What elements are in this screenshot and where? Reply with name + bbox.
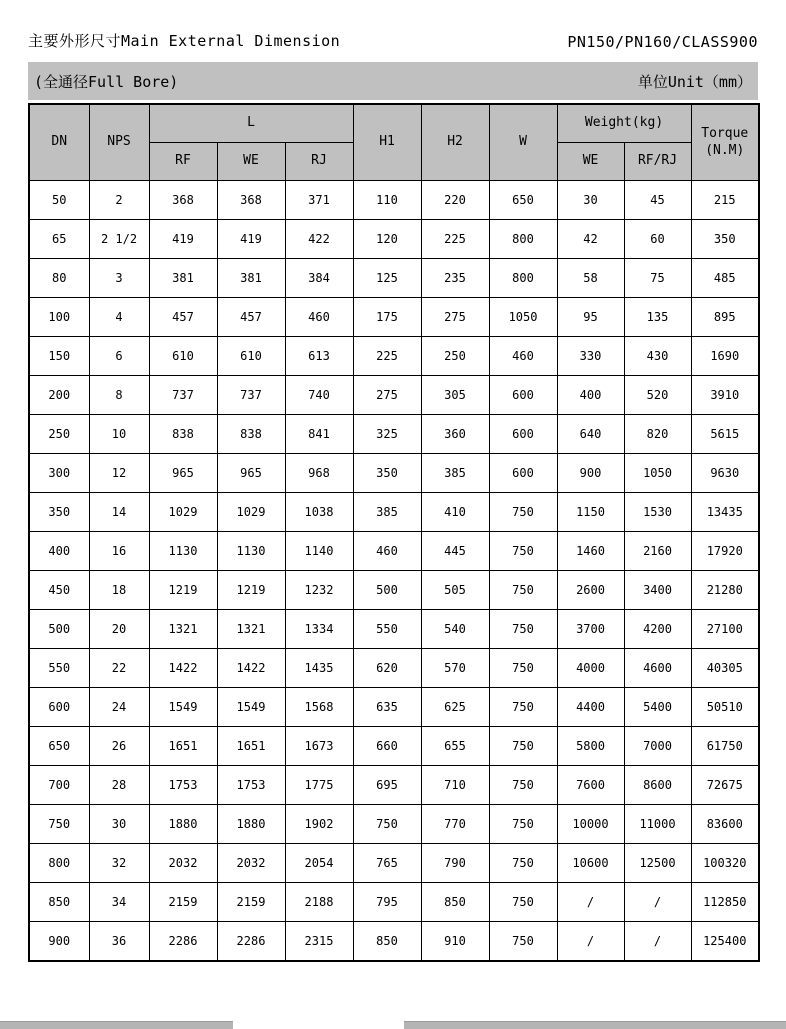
col-header-torque (691, 104, 759, 181)
table-cell: 200 (29, 376, 89, 415)
table-cell: / (624, 922, 691, 962)
table-cell: 600 (489, 415, 557, 454)
table-row (29, 805, 759, 844)
table-cell: 83600 (691, 805, 759, 844)
table-cell: 710 (421, 766, 489, 805)
table-cell: 2286 (149, 922, 217, 962)
table-cell: 5400 (624, 688, 691, 727)
subtitle-band (28, 62, 758, 100)
table-cell: 1150 (557, 493, 624, 532)
table-cell: 350 (691, 220, 759, 259)
table-cell: 150 (29, 337, 89, 376)
col-header-l-rf: RF (149, 143, 217, 181)
table-row (29, 688, 759, 727)
col-header-h2: H2 (421, 104, 489, 181)
table-cell: 30 (557, 181, 624, 220)
table-cell: 419 (149, 220, 217, 259)
table-cell: 2159 (149, 883, 217, 922)
table-cell: 600 (489, 454, 557, 493)
table-cell: 36 (89, 922, 149, 962)
table-cell: 695 (353, 766, 421, 805)
table-cell: 550 (29, 649, 89, 688)
col-header-nps: NPS (89, 104, 149, 181)
table-row (29, 298, 759, 337)
table-cell: 175 (353, 298, 421, 337)
table-cell: 1880 (149, 805, 217, 844)
table-cell: 325 (353, 415, 421, 454)
table-cell: 1219 (217, 571, 285, 610)
table-cell: 2032 (149, 844, 217, 883)
table-row (29, 649, 759, 688)
table-cell: 58 (557, 259, 624, 298)
table-cell: 1321 (217, 610, 285, 649)
unit-label: 单位Unit（mm） (637, 72, 752, 91)
table-cell: 410 (421, 493, 489, 532)
table-cell: 1549 (149, 688, 217, 727)
table-cell: 1321 (149, 610, 217, 649)
table-cell: 660 (353, 727, 421, 766)
table-cell: 820 (624, 415, 691, 454)
table-cell: 30 (89, 805, 149, 844)
table-cell: 750 (489, 883, 557, 922)
table-cell: 650 (29, 727, 89, 766)
table-cell: 10000 (557, 805, 624, 844)
table-cell: 750 (29, 805, 89, 844)
table-cell: 740 (285, 376, 353, 415)
table-cell: 235 (421, 259, 489, 298)
table-cell: 14 (89, 493, 149, 532)
table-cell: 1422 (149, 649, 217, 688)
table-cell: 18 (89, 571, 149, 610)
table-cell: 10 (89, 415, 149, 454)
table-cell: 95 (557, 298, 624, 337)
table-cell: 381 (217, 259, 285, 298)
table-cell: 16 (89, 532, 149, 571)
table-cell: 750 (489, 571, 557, 610)
table-cell: 350 (29, 493, 89, 532)
table-cell: 125400 (691, 922, 759, 962)
table-cell: 2 (89, 181, 149, 220)
table-cell: 3400 (624, 571, 691, 610)
table-cell: 34 (89, 883, 149, 922)
table-cell: 65 (29, 220, 89, 259)
table-cell: 795 (353, 883, 421, 922)
table-cell: 750 (489, 766, 557, 805)
table-cell: 3 (89, 259, 149, 298)
table-cell: 110 (353, 181, 421, 220)
table-row (29, 181, 759, 220)
table-cell: 1568 (285, 688, 353, 727)
table-row (29, 415, 759, 454)
table-cell: 1880 (217, 805, 285, 844)
table-cell: 12 (89, 454, 149, 493)
table-cell: 500 (353, 571, 421, 610)
table-cell: 400 (557, 376, 624, 415)
bore-type-label: (全通径Full Bore) (34, 72, 179, 91)
table-row (29, 337, 759, 376)
table-cell: 2600 (557, 571, 624, 610)
table-cell: 40305 (691, 649, 759, 688)
table-cell: 460 (353, 532, 421, 571)
table-cell: 610 (149, 337, 217, 376)
table-row (29, 571, 759, 610)
dimension-table-body (29, 181, 759, 962)
table-cell: / (624, 883, 691, 922)
table-cell: 457 (217, 298, 285, 337)
table-cell: 3910 (691, 376, 759, 415)
table-cell: 540 (421, 610, 489, 649)
table-cell: 28 (89, 766, 149, 805)
table-cell: 350 (353, 454, 421, 493)
table-cell: 800 (29, 844, 89, 883)
table-cell: 1460 (557, 532, 624, 571)
table-cell: 550 (353, 610, 421, 649)
table-cell: 125 (353, 259, 421, 298)
table-cell: 505 (421, 571, 489, 610)
dimension-table (28, 103, 760, 962)
table-cell: 968 (285, 454, 353, 493)
table-cell: 1029 (217, 493, 285, 532)
table-cell: 910 (421, 922, 489, 962)
table-cell: 613 (285, 337, 353, 376)
table-cell: 750 (489, 493, 557, 532)
table-cell: 635 (353, 688, 421, 727)
table-cell: 42 (557, 220, 624, 259)
table-cell: 12500 (624, 844, 691, 883)
col-header-h1: H1 (353, 104, 421, 181)
table-cell: 61750 (691, 727, 759, 766)
table-cell: 26 (89, 727, 149, 766)
table-cell: 1422 (217, 649, 285, 688)
table-cell: 1775 (285, 766, 353, 805)
table-cell: 1130 (149, 532, 217, 571)
table-cell: 4400 (557, 688, 624, 727)
table-cell: 385 (421, 454, 489, 493)
table-cell: 1140 (285, 532, 353, 571)
table-cell: 800 (489, 259, 557, 298)
table-cell: 225 (421, 220, 489, 259)
table-cell: 4000 (557, 649, 624, 688)
table-cell: 1334 (285, 610, 353, 649)
table-cell: 1673 (285, 727, 353, 766)
table-cell: 900 (557, 454, 624, 493)
table-cell: 17920 (691, 532, 759, 571)
table-cell: 2054 (285, 844, 353, 883)
table-row (29, 493, 759, 532)
table-cell: 120 (353, 220, 421, 259)
table-cell: 485 (691, 259, 759, 298)
table-cell: 305 (421, 376, 489, 415)
table-cell: 220 (421, 181, 489, 220)
table-cell: 1435 (285, 649, 353, 688)
table-cell: 445 (421, 532, 489, 571)
table-cell: 371 (285, 181, 353, 220)
table-cell: 368 (149, 181, 217, 220)
table-cell: 2315 (285, 922, 353, 962)
table-cell: 600 (29, 688, 89, 727)
table-cell: 300 (29, 454, 89, 493)
table-cell: 4600 (624, 649, 691, 688)
table-cell: 450 (29, 571, 89, 610)
table-cell: 610 (217, 337, 285, 376)
table-cell: 750 (489, 805, 557, 844)
table-cell: 737 (149, 376, 217, 415)
table-cell: 381 (149, 259, 217, 298)
table-row (29, 766, 759, 805)
table-cell: 838 (149, 415, 217, 454)
table-cell: 10600 (557, 844, 624, 883)
table-row (29, 610, 759, 649)
table-cell: 215 (691, 181, 759, 220)
table-cell: 112850 (691, 883, 759, 922)
table-cell: 650 (489, 181, 557, 220)
col-header-torque-line2: (N.M) (705, 142, 745, 158)
table-cell: 8600 (624, 766, 691, 805)
table-cell: 5615 (691, 415, 759, 454)
table-cell: 520 (624, 376, 691, 415)
table-row (29, 883, 759, 922)
table-cell: 422 (285, 220, 353, 259)
table-cell: 419 (217, 220, 285, 259)
table-cell: 385 (353, 493, 421, 532)
col-header-weight-rfrj: RF/RJ (624, 143, 691, 181)
col-header-l-rj: RJ (285, 143, 353, 181)
table-cell: 570 (421, 649, 489, 688)
table-cell: 765 (353, 844, 421, 883)
table-cell: 1549 (217, 688, 285, 727)
table-row (29, 844, 759, 883)
table-cell: 965 (217, 454, 285, 493)
table-cell: 1902 (285, 805, 353, 844)
table-cell: 750 (489, 727, 557, 766)
table-cell: 20 (89, 610, 149, 649)
table-cell: 100320 (691, 844, 759, 883)
dimension-table-header (29, 104, 759, 181)
table-cell: / (557, 922, 624, 962)
table-cell: 2 1/2 (89, 220, 149, 259)
table-row (29, 376, 759, 415)
table-cell: 2188 (285, 883, 353, 922)
table-cell: 965 (149, 454, 217, 493)
table-cell: 32 (89, 844, 149, 883)
table-cell: 13435 (691, 493, 759, 532)
table-row (29, 922, 759, 962)
col-header-w: W (489, 104, 557, 181)
table-cell: 850 (421, 883, 489, 922)
page-title: 主要外形尺寸Main External Dimension (28, 32, 341, 50)
table-cell: 1130 (217, 532, 285, 571)
table-cell: 750 (489, 610, 557, 649)
col-header-weight-we: WE (557, 143, 624, 181)
table-cell: 750 (489, 844, 557, 883)
table-row (29, 454, 759, 493)
table-cell: 4 (89, 298, 149, 337)
table-cell: 460 (489, 337, 557, 376)
table-cell: 750 (489, 649, 557, 688)
table-row (29, 532, 759, 571)
table-cell: 750 (489, 532, 557, 571)
table-cell: 75 (624, 259, 691, 298)
table-cell: 838 (217, 415, 285, 454)
table-cell: 50 (29, 181, 89, 220)
table-cell: 790 (421, 844, 489, 883)
table-cell: 100 (29, 298, 89, 337)
document-header (28, 30, 758, 51)
col-header-torque-line1: Torque (701, 126, 749, 142)
table-cell: 7000 (624, 727, 691, 766)
table-cell: 1232 (285, 571, 353, 610)
table-row (29, 727, 759, 766)
table-cell: 1753 (217, 766, 285, 805)
table-cell: 895 (691, 298, 759, 337)
table-cell: 2286 (217, 922, 285, 962)
table-cell: 384 (285, 259, 353, 298)
table-cell: 368 (217, 181, 285, 220)
table-cell: 1219 (149, 571, 217, 610)
table-cell: 1690 (691, 337, 759, 376)
table-cell: 250 (29, 415, 89, 454)
table-row (29, 220, 759, 259)
table-cell: 460 (285, 298, 353, 337)
table-cell: 1050 (489, 298, 557, 337)
table-cell: 457 (149, 298, 217, 337)
table-cell: 135 (624, 298, 691, 337)
table-cell: 770 (421, 805, 489, 844)
table-cell: 1651 (217, 727, 285, 766)
table-cell: 360 (421, 415, 489, 454)
table-cell: 430 (624, 337, 691, 376)
col-header-weight-group: Weight(kg) (557, 104, 691, 143)
table-cell: / (557, 883, 624, 922)
table-cell: 841 (285, 415, 353, 454)
table-cell: 1530 (624, 493, 691, 532)
table-cell: 3700 (557, 610, 624, 649)
table-cell: 625 (421, 688, 489, 727)
table-cell: 400 (29, 532, 89, 571)
table-cell: 750 (489, 922, 557, 962)
table-cell: 2160 (624, 532, 691, 571)
table-cell: 1029 (149, 493, 217, 532)
table-cell: 750 (489, 688, 557, 727)
table-cell: 900 (29, 922, 89, 962)
table-cell: 5800 (557, 727, 624, 766)
table-cell: 8 (89, 376, 149, 415)
table-cell: 11000 (624, 805, 691, 844)
table-cell: 2159 (217, 883, 285, 922)
table-row (29, 259, 759, 298)
table-cell: 6 (89, 337, 149, 376)
col-header-l-group: L (149, 104, 353, 143)
table-cell: 700 (29, 766, 89, 805)
table-cell: 225 (353, 337, 421, 376)
col-header-dn: DN (29, 104, 89, 181)
col-header-l-we: WE (217, 143, 285, 181)
table-cell: 275 (421, 298, 489, 337)
table-cell: 250 (421, 337, 489, 376)
table-cell: 60 (624, 220, 691, 259)
table-cell: 21280 (691, 571, 759, 610)
table-cell: 1050 (624, 454, 691, 493)
table-cell: 1038 (285, 493, 353, 532)
table-cell: 7600 (557, 766, 624, 805)
table-cell: 620 (353, 649, 421, 688)
table-cell: 24 (89, 688, 149, 727)
table-cell: 50510 (691, 688, 759, 727)
table-cell: 2032 (217, 844, 285, 883)
table-cell: 72675 (691, 766, 759, 805)
table-cell: 640 (557, 415, 624, 454)
table-cell: 750 (353, 805, 421, 844)
table-cell: 275 (353, 376, 421, 415)
table-cell: 850 (353, 922, 421, 962)
table-cell: 1651 (149, 727, 217, 766)
table-cell: 22 (89, 649, 149, 688)
table-cell: 500 (29, 610, 89, 649)
table-cell: 1753 (149, 766, 217, 805)
table-cell: 330 (557, 337, 624, 376)
table-cell: 800 (489, 220, 557, 259)
table-cell: 655 (421, 727, 489, 766)
table-cell: 850 (29, 883, 89, 922)
table-cell: 737 (217, 376, 285, 415)
table-cell: 9630 (691, 454, 759, 493)
table-cell: 4200 (624, 610, 691, 649)
table-cell: 27100 (691, 610, 759, 649)
table-cell: 80 (29, 259, 89, 298)
table-cell: 45 (624, 181, 691, 220)
pressure-class-label: PN150/PN160/CLASS900 (567, 33, 758, 51)
table-cell: 600 (489, 376, 557, 415)
